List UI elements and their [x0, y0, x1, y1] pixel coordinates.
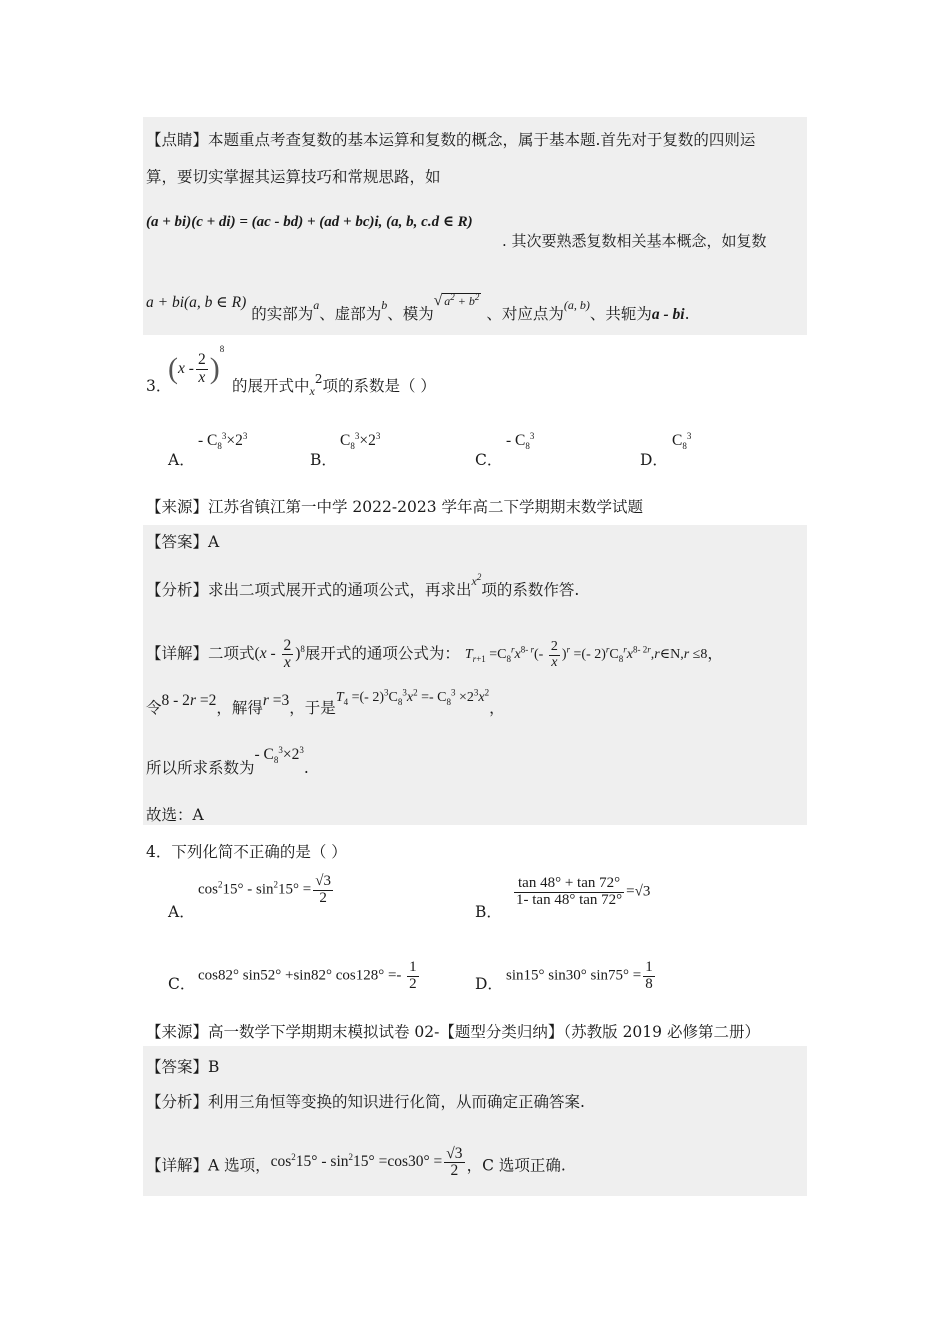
q3-number: 3． [146, 377, 172, 395]
imag-part-label: 、虚部为 [319, 305, 382, 323]
q3-option-b-label[interactable]: B． [310, 451, 337, 469]
q3-sum-line: 所以所求系数为- $C_8^3\times 2^3$. [146, 744, 309, 777]
real-part-label: 的实部为 [251, 305, 314, 323]
tip-line-1: 【点睛】本题重点考查复数的基本运算和复数的概念，属于基本题.首先对于复数的四则运 [146, 131, 756, 149]
q3-option-d[interactable]: $C_8^3$ [672, 430, 692, 452]
modulus-formula: √ $a^2 + b^2$ [433, 292, 480, 309]
general-term-formula: $T_{r+1} =C_8^rx^{8- r}(-$ $\frac{2}{x}$ )$^r$ =(- $2)^rC_8^rx^{8- 2r},r\in N,r \le 8$ [464, 638, 708, 670]
tip-line-4: a + bi(a, b ∈ R) 的实部为a、虚部为b、模为√ $a^2 + b^2$ 、对应点为(a, b)、共轭为a - bi. [146, 292, 690, 323]
q3-analysis: 【分析】求出二项式展开式的通项公式，再求出$^{x^2}$项的系数作答. [146, 572, 580, 599]
q4-option-a-label[interactable]: A． [168, 903, 195, 921]
q4-stem: 4．下列化简不正确的是（ ） [146, 843, 347, 861]
q3-choose: 故选：A [146, 806, 204, 824]
q3-source: 【来源】江苏省镇江第一中学 2022-2023 学年高二下学期期末数学试题 [146, 498, 643, 516]
tip-line-2: 算，要切实掌握其运算技巧和常规思路，如 [146, 168, 441, 186]
q3-option-a[interactable]: - $C_8^3\times 2^3$ [198, 430, 248, 452]
q3-ling-line: 令8 - 2r =2，解得r =3，于是$T_4$ =(- $2)^3C_8^3x^2 =- C_8^3 \times 2^3x^2$， [146, 687, 505, 717]
real-part-value: a [313, 298, 320, 312]
q3-binomial: (x - $\frac{2}{x}$ )$^8$ [168, 344, 225, 386]
q4-option-c[interactable]: cos82° sin52° +sin82° cos128° =- $\frac{1}{2}$ [198, 959, 417, 992]
modulus-label: 、模为 [387, 305, 434, 323]
q3-detail: 【详解】二项式(x - $\frac{2}{x}$ )$^8$展开式的通项公式为： $T_{r+1} =C_8^rx^{8- r}(-$ $\frac{2}{x}$ )$^r$ =(- $2)^rC_8^rx^{8- 2r},r\in N,r \le 8$， [146, 637, 723, 672]
q4-option-d[interactable]: sin15° sin30° sin75° = $\frac{1}{8}$ [506, 959, 653, 992]
q3-option-b[interactable]: $C_8^3\times 2^3$ [340, 430, 381, 452]
q4-detail: 【详解】A 选项，$\cos^215^\circ - \sin^215^\circ =\cos 30^\circ$ = $\frac{√3}{2}$ ，C 选项正确. [146, 1145, 566, 1180]
q4-option-d-label[interactable]: D． [475, 975, 503, 993]
q3-option-c-label[interactable]: C． [475, 451, 503, 469]
q3-option-d-label[interactable]: D． [640, 451, 668, 469]
x-squared: x [309, 384, 315, 398]
q3-solution-panel [143, 525, 807, 825]
q3-stem-text: 的展开式中$_x^2$项的系数是（ ） [232, 371, 436, 398]
tip-formula-line [146, 212, 473, 231]
q4-option-b-label[interactable]: B． [475, 903, 502, 921]
conjugate-label: 、共轭为 [589, 305, 652, 323]
q4-option-b[interactable]: $\frac{\tan 48^\circ + \tan 72^\circ}{1- \tan 48^\circ \tan 72^\circ}$ =√3 [516, 875, 651, 908]
q4-option-c-label[interactable]: C． [168, 975, 196, 993]
tip-after-formula: . 其次要熟悉复数相关基本概念，如复数 [502, 232, 767, 250]
imag-part-value: b [381, 298, 388, 312]
conjugate-value: a - bi [651, 306, 685, 323]
point-label: 、对应点为 [486, 305, 564, 323]
q4-analysis: 【分析】利用三角恒等变换的知识进行化简，从而确定正确答案. [146, 1093, 585, 1111]
q4-option-a[interactable]: $\cos^215^\circ - \sin^215^\circ$ = $\frac{√3}{2}$ [198, 873, 331, 906]
q3-option-a-label[interactable]: A． [168, 451, 195, 469]
point-value: (a, b) [563, 298, 590, 312]
q3-answer: 【答案】A [146, 533, 220, 551]
complex-number: a + bi(a, b ∈ R) [146, 294, 247, 311]
q3-detail-binomial: (x - $\frac{2}{x}$ )$^8$ [254, 637, 305, 672]
q3-option-c[interactable]: - $C_8^3$ [506, 430, 535, 452]
q4-source: 【来源】高一数学下学期期末模拟试卷 02-【题型分类归纳】（苏教版 2019 必修第二册） [146, 1023, 760, 1041]
complex-product-formula: (a + bi)(c + di) = (ac - bd) + (ad + bc)i, (a, b, c.d ∈ R) [146, 214, 473, 230]
q4-answer: 【答案】B [146, 1058, 220, 1076]
